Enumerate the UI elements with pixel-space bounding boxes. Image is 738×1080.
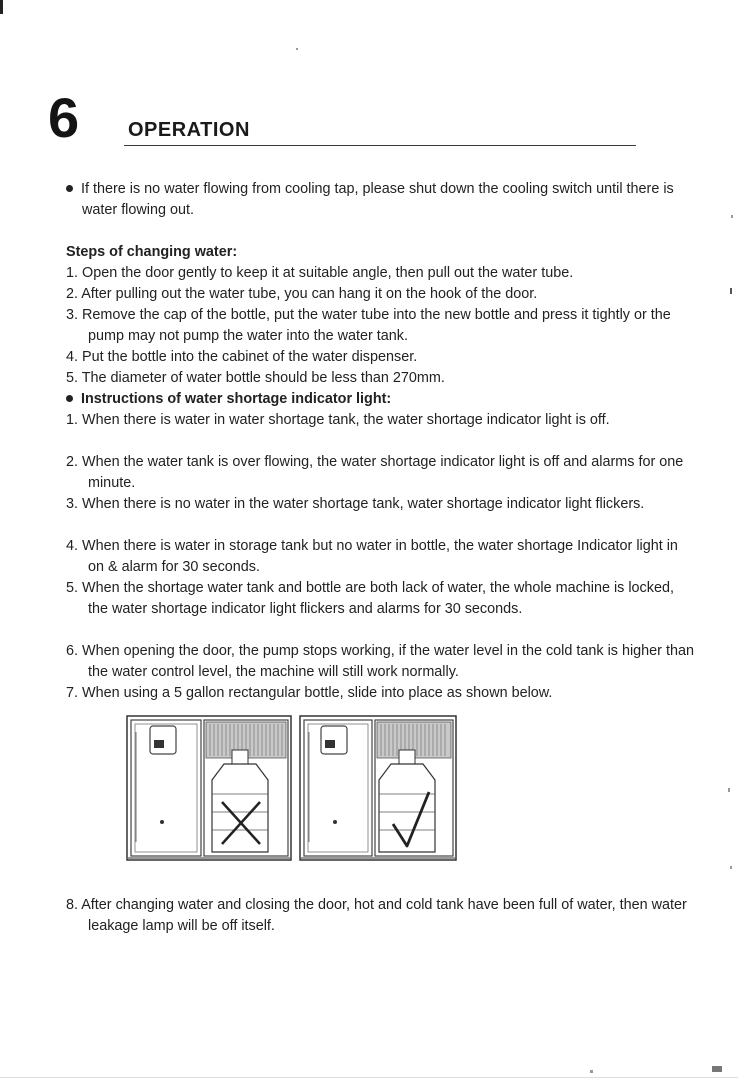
bullet-icon [66, 185, 73, 192]
scan-speck [590, 1070, 593, 1073]
step-3: 3. Remove the cap of the bottle, put the water tube into the new bottle and press it tightly or the pump may not pump the water into the water tank. [66, 307, 671, 344]
indicator-item-3: 3. When there is no water in the water shortage tank, water shortage indicator light flickers. [66, 496, 645, 512]
title-rule [124, 145, 636, 146]
indicator-item-2: 2. When the water tank is over flowing, the water shortage indicator light is off and alarms for one minute. [66, 454, 684, 491]
indicator-item-7: 7. When using a 5 gallon rectangular bottle, slide into place as shown below. [66, 685, 553, 701]
bottle-wrong-diagram [126, 712, 292, 864]
step-8: 8. After changing water and closing the door, hot and cold tank have been full of water, then water leakage lamp will be off itself. [66, 897, 687, 934]
scan-edge-mark [0, 0, 3, 14]
scan-speck [712, 1066, 722, 1072]
scan-speck [730, 866, 732, 869]
indicator-item-5: 5. When the shortage water tank and bottle are both lack of water, the whole machine is locked, the water shortage indicator light flickers and alarms for 30 seconds. [66, 580, 674, 617]
indicator-item-1: 1. When there is water in water shortage tank, the water shortage indicator light is off. [66, 412, 610, 428]
indicator-item-6: 6. When opening the door, the pump stops working, if the water level in the cold tank is higher than the water control level, the machine will still work normally. [66, 643, 694, 680]
chapter-number: 6 [48, 86, 80, 149]
scan-speck [296, 48, 298, 50]
step-5: 5. The diameter of water bottle should be less than 270mm. [66, 370, 445, 386]
scan-speck [731, 215, 733, 218]
bottle-correct-diagram [299, 712, 457, 864]
bullet-icon [66, 395, 73, 402]
scan-speck [728, 788, 730, 792]
indicator-heading [66, 389, 676, 410]
scan-bottom-edge [0, 1077, 738, 1078]
indicator-heading-text: Instructions of water shortage indicator light: [81, 391, 392, 407]
indicator-item-4: 4. When there is water in storage tank but no water in bottle, the water shortage Indicator light in on & alarm for 30 seconds. [66, 538, 678, 575]
intro-bullet-text: If there is no water flowing from cooling tap, please shut down the cooling switch until there is water flowing out. [81, 181, 674, 218]
section-title: OPERATION [128, 119, 250, 141]
step-2: 2. After pulling out the water tube, you can hang it on the hook of the door. [66, 286, 538, 302]
step-4: 4. Put the bottle into the cabinet of the water dispenser. [66, 349, 418, 365]
step-1: 1. Open the door gently to keep it at suitable angle, then pull out the water tube. [66, 265, 574, 281]
changing-water-heading: Steps of changing water: [66, 244, 238, 260]
scan-speck [730, 288, 732, 294]
intro-bullet [66, 179, 682, 221]
